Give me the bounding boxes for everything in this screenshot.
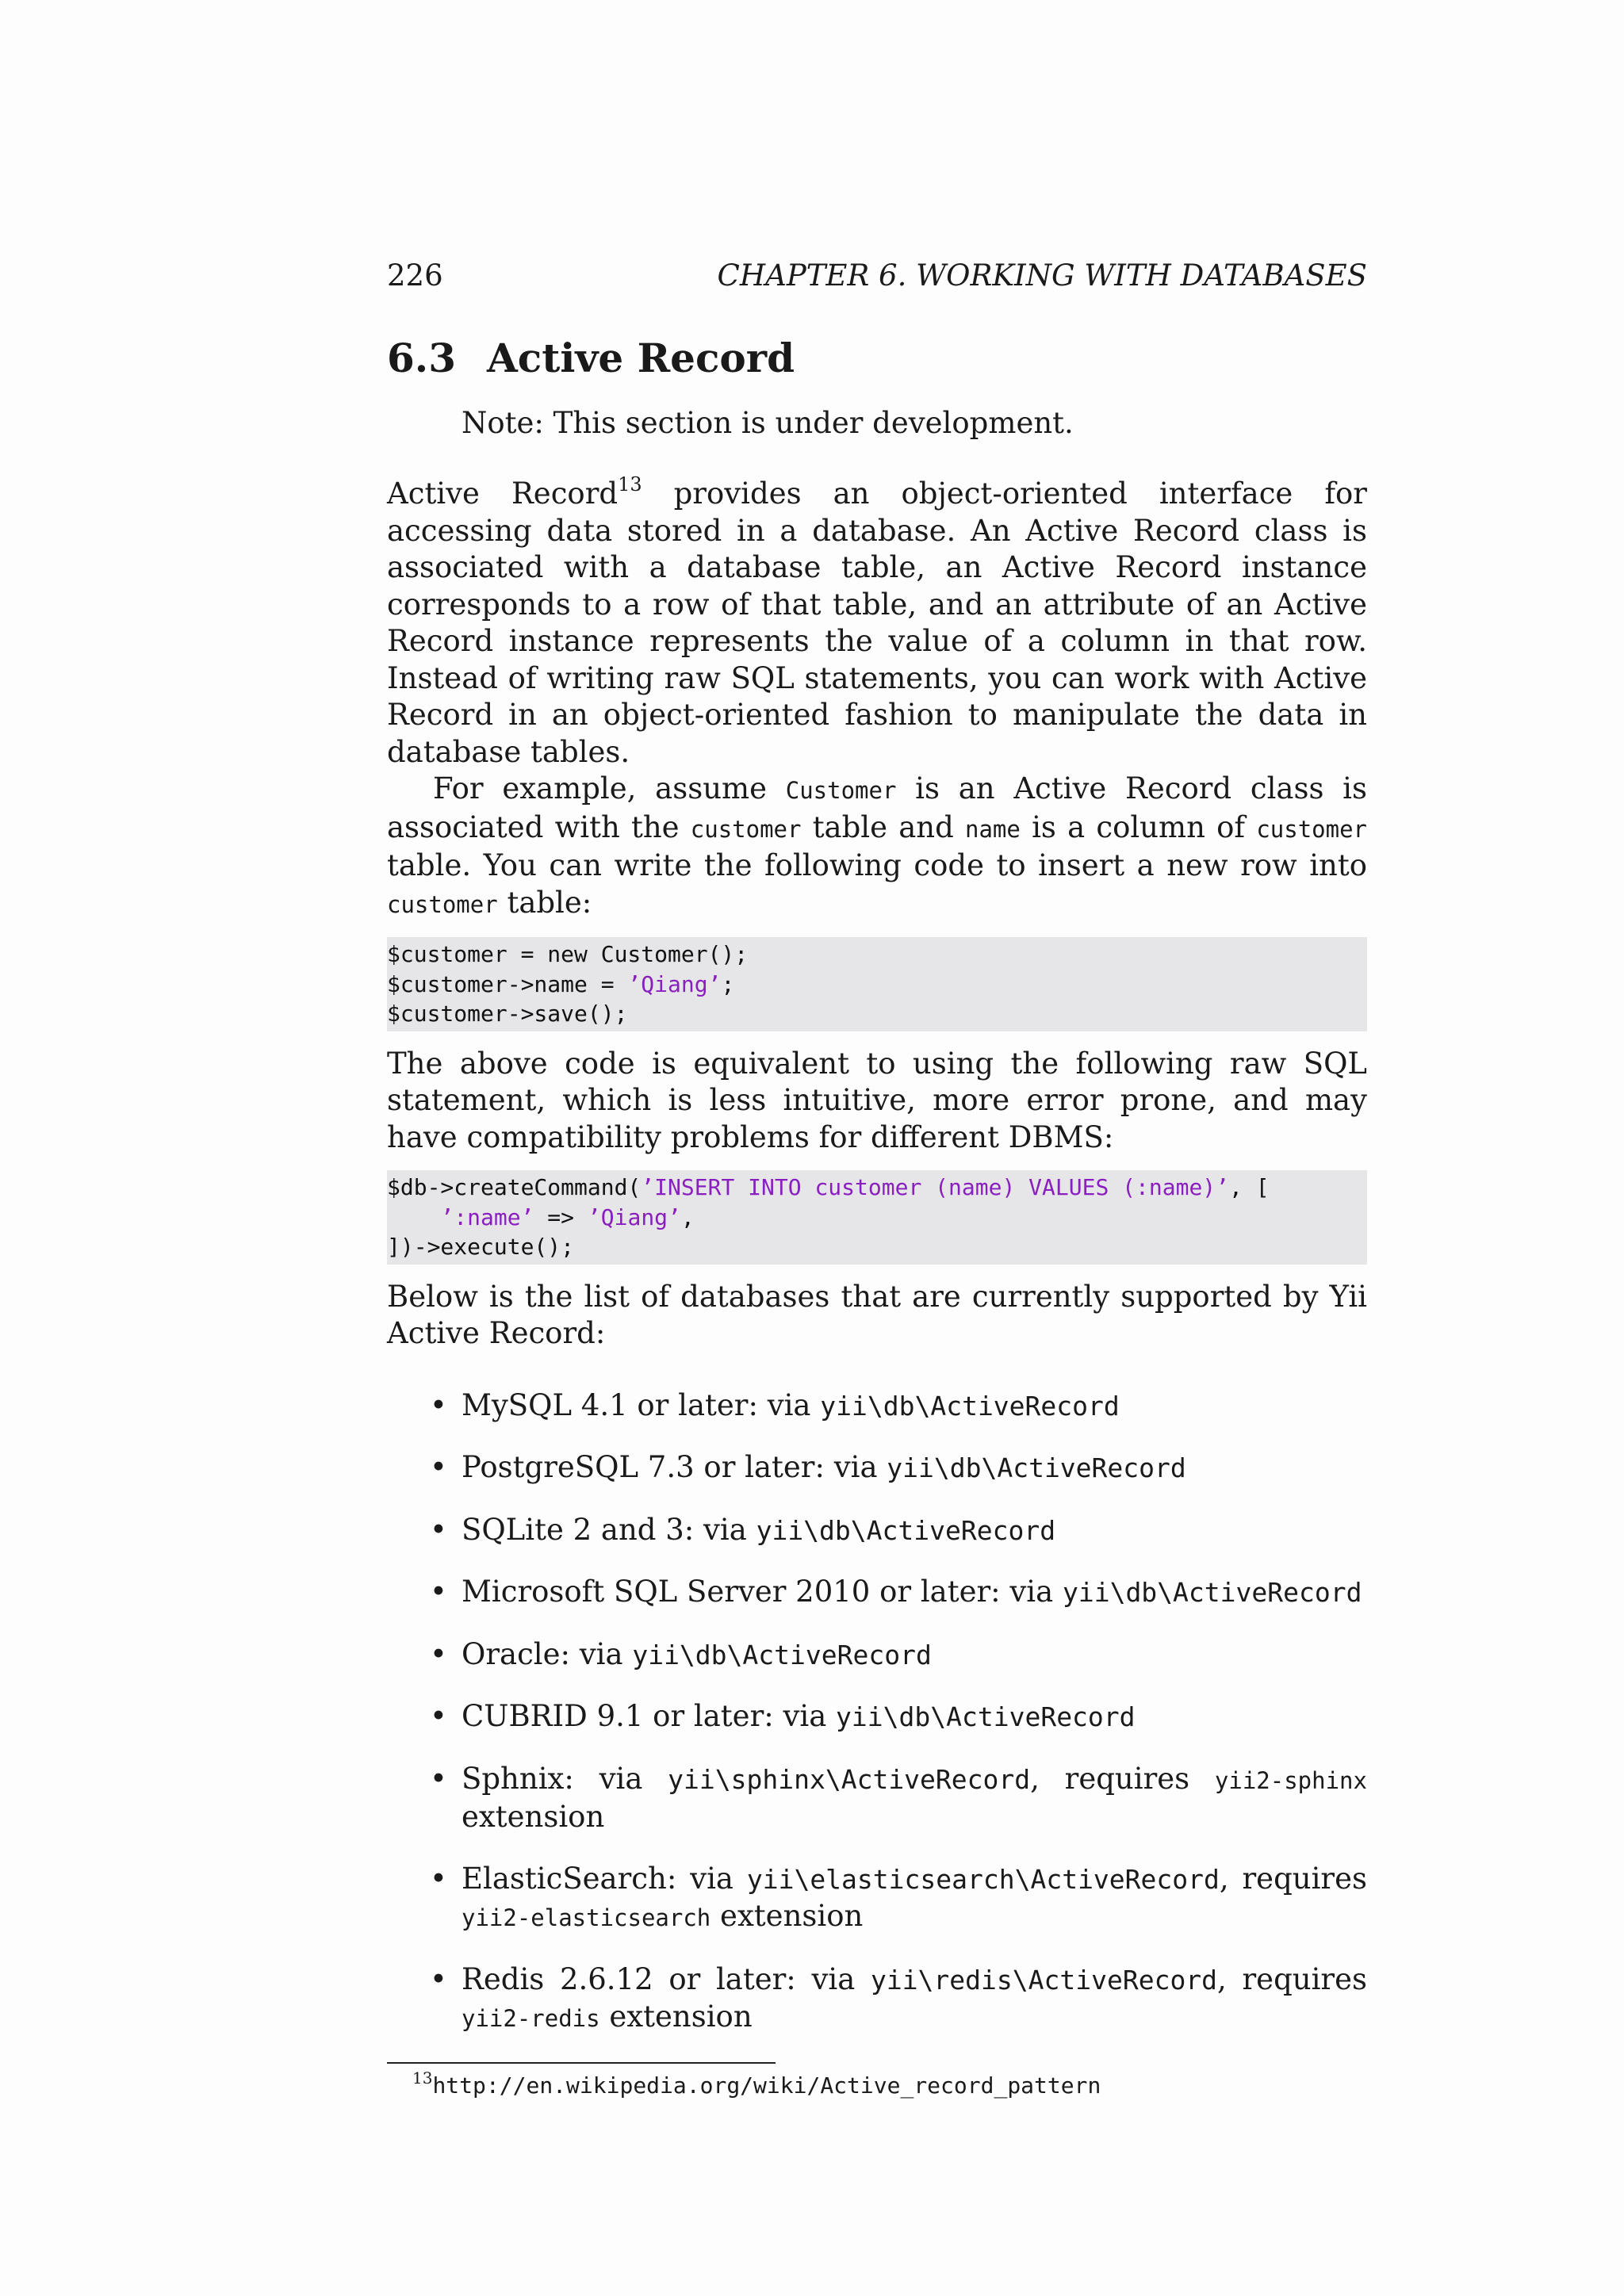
bullet-icon: • (430, 1450, 447, 1484)
intro-lead: Active Record (387, 476, 619, 511)
text-span: table. You can write the following code to insert a new row into (387, 848, 1367, 882)
intro-paragraph (387, 473, 1367, 771)
bullet-icon: • (430, 1512, 447, 1547)
database-label: Redis 2.6.12 or later: via (462, 1961, 871, 1996)
intro-text: provides an object-oriented interface for accessing data stored in a database. An Active Record class is associated with a database table, an Active Record instance corresponds to a row of that table, and an attribute of an Active Record instance represents the value of a column in that row. Instead of writing raw SQL statements, you can work with Active Record in an object-oriented fashion to manipulate the data in database tables. (387, 476, 1367, 769)
class-name: yii\sphinx\ActiveRecord (668, 1763, 1031, 1795)
code-punct: , (680, 1203, 695, 1230)
class-name: yii\db\ActiveRecord (836, 1701, 1136, 1732)
class-name: yii\db\ActiveRecord (632, 1639, 932, 1670)
sql-paragraph: The above code is equivalent to using the following raw SQL statement, which is less intuitive, more error prone, and may have compatibility problems for different DBMS: (387, 1046, 1367, 1154)
requires-text: , requires (1030, 1761, 1215, 1796)
code-string: ’INSERT INTO customer (name) VALUES (:name)’ (641, 1174, 1230, 1200)
class-name: yii\db\ActiveRecord (887, 1452, 1186, 1483)
database-list-item (387, 1761, 1367, 1836)
development-note: Note: This section is under development. (462, 406, 1074, 440)
inline-code: customer (690, 815, 802, 843)
code-punct: ; (721, 970, 735, 997)
footnote (412, 2070, 1367, 2102)
database-list (387, 1387, 1367, 2038)
example-paragraph (387, 771, 1367, 923)
section-number: 6.3 (387, 335, 456, 381)
database-list-item (387, 1512, 1367, 1550)
text-span: For example, assume (433, 771, 786, 806)
code-string: ’:name’ (440, 1203, 534, 1230)
code-indent (387, 1204, 440, 1230)
text-span: is a column of (1020, 809, 1257, 844)
footnote-ref[interactable]: 13 (618, 473, 642, 496)
code-string: ’Qiang’ (587, 1203, 681, 1230)
section-heading (387, 327, 1367, 390)
bullet-icon: • (430, 1636, 447, 1671)
database-list-item (387, 1449, 1367, 1487)
database-label: ElasticSearch: via (462, 1861, 747, 1896)
database-label: Sphnix: via (462, 1761, 668, 1796)
extension-name: yii2-sphinx (1214, 1766, 1367, 1794)
inline-code: customer (387, 890, 498, 918)
footnote-url[interactable]: http://en.wikipedia.org/wiki/Active_record_pattern (432, 2072, 1101, 2099)
class-name: yii\db\ActiveRecord (1062, 1577, 1362, 1608)
bullet-icon: • (430, 1575, 447, 1609)
page-number: 226 (387, 258, 443, 293)
text-span: table and (801, 809, 966, 844)
extension-name: yii2-redis (462, 2005, 600, 2032)
requires-text: , requires (1219, 1861, 1367, 1896)
database-label: Microsoft SQL Server 2010 or later: via (462, 1575, 1063, 1609)
code-operator: => (534, 1203, 588, 1230)
class-name: yii\db\ActiveRecord (756, 1514, 1056, 1546)
bullet-icon: • (430, 1761, 447, 1796)
class-name: yii\redis\ActiveRecord (870, 1964, 1218, 1996)
code-line: $customer->name = (387, 970, 628, 997)
database-list-item (387, 1387, 1367, 1425)
database-list-item (387, 1861, 1367, 1937)
code-string: ’Qiang’ (627, 970, 722, 997)
database-label: CUBRID 9.1 or later: via (462, 1699, 837, 1733)
inline-code: customer (1256, 815, 1367, 843)
extension-suffix: extension (710, 1899, 864, 1933)
database-label: SQLite 2 and 3: via (462, 1512, 756, 1547)
database-list-item (387, 1961, 1367, 2038)
bullet-icon: • (430, 1699, 447, 1733)
bullet-icon: • (430, 1961, 447, 1996)
code-line: $customer = new Customer(); (387, 941, 749, 967)
database-label: PostgreSQL 7.3 or later: via (462, 1450, 887, 1484)
db-list-intro: Below is the list of databases that are currently supported by Yii Active Record: (387, 1279, 1367, 1350)
database-list-item (387, 1636, 1367, 1674)
bullet-icon: • (430, 1861, 447, 1896)
text-span: table: (497, 885, 592, 920)
code-block-sql (387, 1170, 1367, 1265)
running-head (387, 252, 1367, 300)
database-label: Oracle: via (462, 1636, 633, 1671)
code-line: $db->createCommand( (387, 1174, 642, 1200)
bullet-icon: • (430, 1387, 447, 1422)
page (387, 252, 1367, 2102)
class-name: yii\db\ActiveRecord (820, 1390, 1120, 1422)
footnote-mark: 13 (412, 2068, 433, 2087)
code-block-insert (387, 937, 1367, 1031)
inline-code: name (965, 815, 1021, 843)
footnote-rule (387, 2062, 776, 2064)
requires-text: , requires (1217, 1961, 1367, 1996)
section-title: Active Record (487, 335, 795, 381)
code-line: ])->execute(); (387, 1234, 575, 1260)
code-punct: , [ (1229, 1174, 1270, 1200)
code-line: $customer->save(); (387, 1001, 628, 1027)
database-label: MySQL 4.1 or later: via (462, 1387, 821, 1422)
inline-code: Customer (785, 777, 897, 804)
class-name: yii\elasticsearch\ActiveRecord (746, 1863, 1220, 1895)
database-list-item (387, 1574, 1367, 1612)
extension-suffix: extension (462, 1800, 605, 1834)
database-list-item (387, 1698, 1367, 1736)
chapter-title: CHAPTER 6. WORKING WITH DATABASES (717, 258, 1367, 293)
extension-suffix: extension (599, 1999, 753, 2034)
extension-name: yii2-elasticsearch (462, 1904, 711, 1931)
text-span: is an Active Record class is associated with the (387, 771, 1367, 844)
